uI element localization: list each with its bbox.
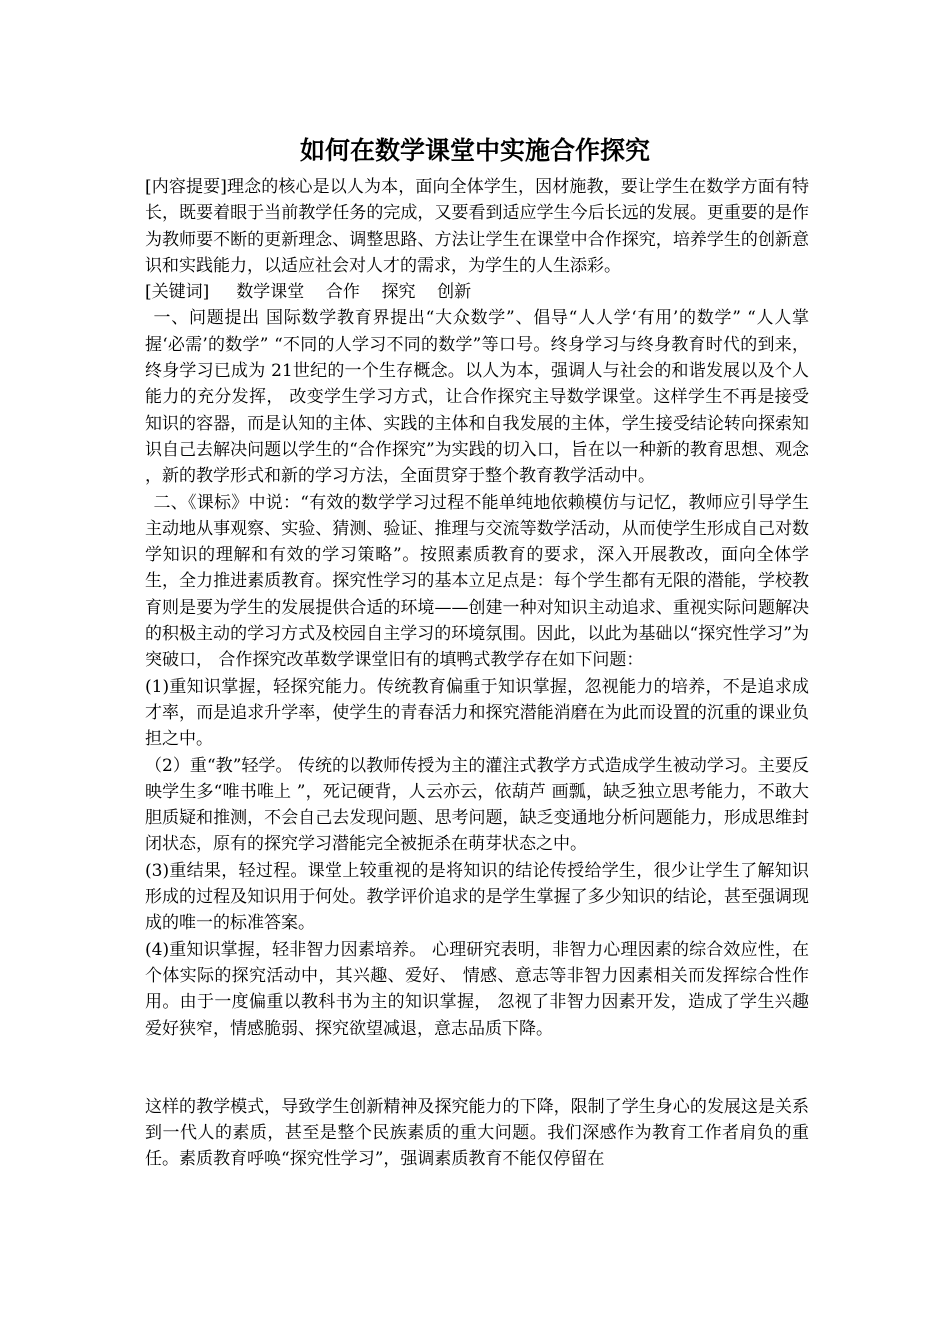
paragraph-spacer [145,1042,809,1094]
problem-item-4: (4)重知识掌握，轻非智力因素培养。 心理研究表明，非智力心理因素的综合效应性，在个体实际的探究活动中，其兴趣、爱好、 情感、意志等非智力因素相关而发挥综合性作用。由于一度偏重以教科书为主的知识掌握， 忽视了非智力因素开发，造成了学生兴趣爱好狭窄，情感脆弱、探究欲望减退，意志品质下降。 [145,939,809,1039]
document-title: 如何在数学课堂中实施合作探究 [299,136,650,165]
section-problem-statement: 一、问题提出 国际数学教育界提出“大众数学”、倡导“人人学‘有用’的数学” “人人掌握‘必需’的数学” “不同的人学习不同的数学”等口号。终身学习与终身教育时代的到来，终身学习已成为 21世纪的一个生存概念。以人为本，强调人与社会的和谐发展以及个人能力的充分发挥， 改变学生学习方式，让合作探究主导数学课堂。这样学生不再是接受知识的容器，而是认知的主体、实践的主体和自我发展的主体，学生接受结论转向探索知识自己去解决问题以学生的“合作探究”为实践的切入口，旨在以一种新的教育思想、观念 ，新的教学形式和新的学习方法，全面贯穿于整个教育教学活动中。 [145,308,809,487]
section-curriculum-standards: 二、《课标》中说：“有效的数学学习过程不能单纯地依赖模仿与记忆，教师应引导学生主动地从事观察、实验、猜测、验证、推理与交流等数学活动，从而使学生形成自己对数学知识的理解和有效的学习策略”。按照素质教育的要求，深入开展教改，面向全体学生，全力推进素质教育。探究性学习的基本立足点是：每个学生都有无限的潜能，学校教育则是要为学生的发展提供合适的环境——创建一种对知识主动追求、重视实际问题解决的积极主动的学习方式及校园自主学习的环境氛围。因此，以此为基础以“探究性学习”为突破口， 合作探究改革数学课堂旧有的填鸭式教学存在如下问题： [145,492,809,671]
problem-item-1: (1)重知识掌握，轻探究能力。传统教育偏重于知识掌握，忽视能力的培养，不是追求成才率，而是追求升学率，使学生的青春活力和探究潜能消磨在为此而设置的沉重的课业负担之中。 [145,676,809,750]
conclusion-paragraph: 这样的教学模式，导致学生创新精神及探究能力的下降，限制了学生身心的发展这是关系到一代人的素质，甚至是整个民族素质的重大问题。我们深感作为教育工作者肩负的重任。素质教育呼唤“探究性学习”，强调素质教育不能仅停留在 [145,1096,809,1170]
keywords-line: [关键词] 数学课堂 合作 探究 创新 [145,282,472,303]
abstract-paragraph: [内容提要]理念的核心是以人为本，面向全体学生，因材施教，要让学生在数学方面有特长，既要着眼于当前教学任务的完成，又要看到适应学生今后长远的发展。更重要的是作为教师要不断的更新理念、调整思路、方法让学生在课堂中合作探究，培养学生的创新意识和实践能力，以适应社会对人才的需求，为学生的人生添彩。 [145,177,809,276]
document-body [145,174,809,1173]
problem-item-2: （2）重“教”轻学。 传统的以教师传授为主的灌注式教学方式造成学生被动学习。主要反映学生多“唯书唯上 ”，死记硬背，人云亦云，依葫芦 画瓢，缺乏独立思考能力，不敢大胆质疑和推测，不会自己去发现问题、思考问题，缺乏变通地分析问题能力，形成思维封闭状态，原有的探究学习潜能完全被扼杀在萌芽状态之中。 [145,755,809,855]
problem-item-3: (3)重结果，轻过程。课堂上较重视的是将知识的结论传授给学生，很少让学生了解知识形成的过程及知识用于何处。教学评价追求的是学生掌握了多少知识的结论，甚至强调现成的唯一的标准答案。 [145,860,809,934]
